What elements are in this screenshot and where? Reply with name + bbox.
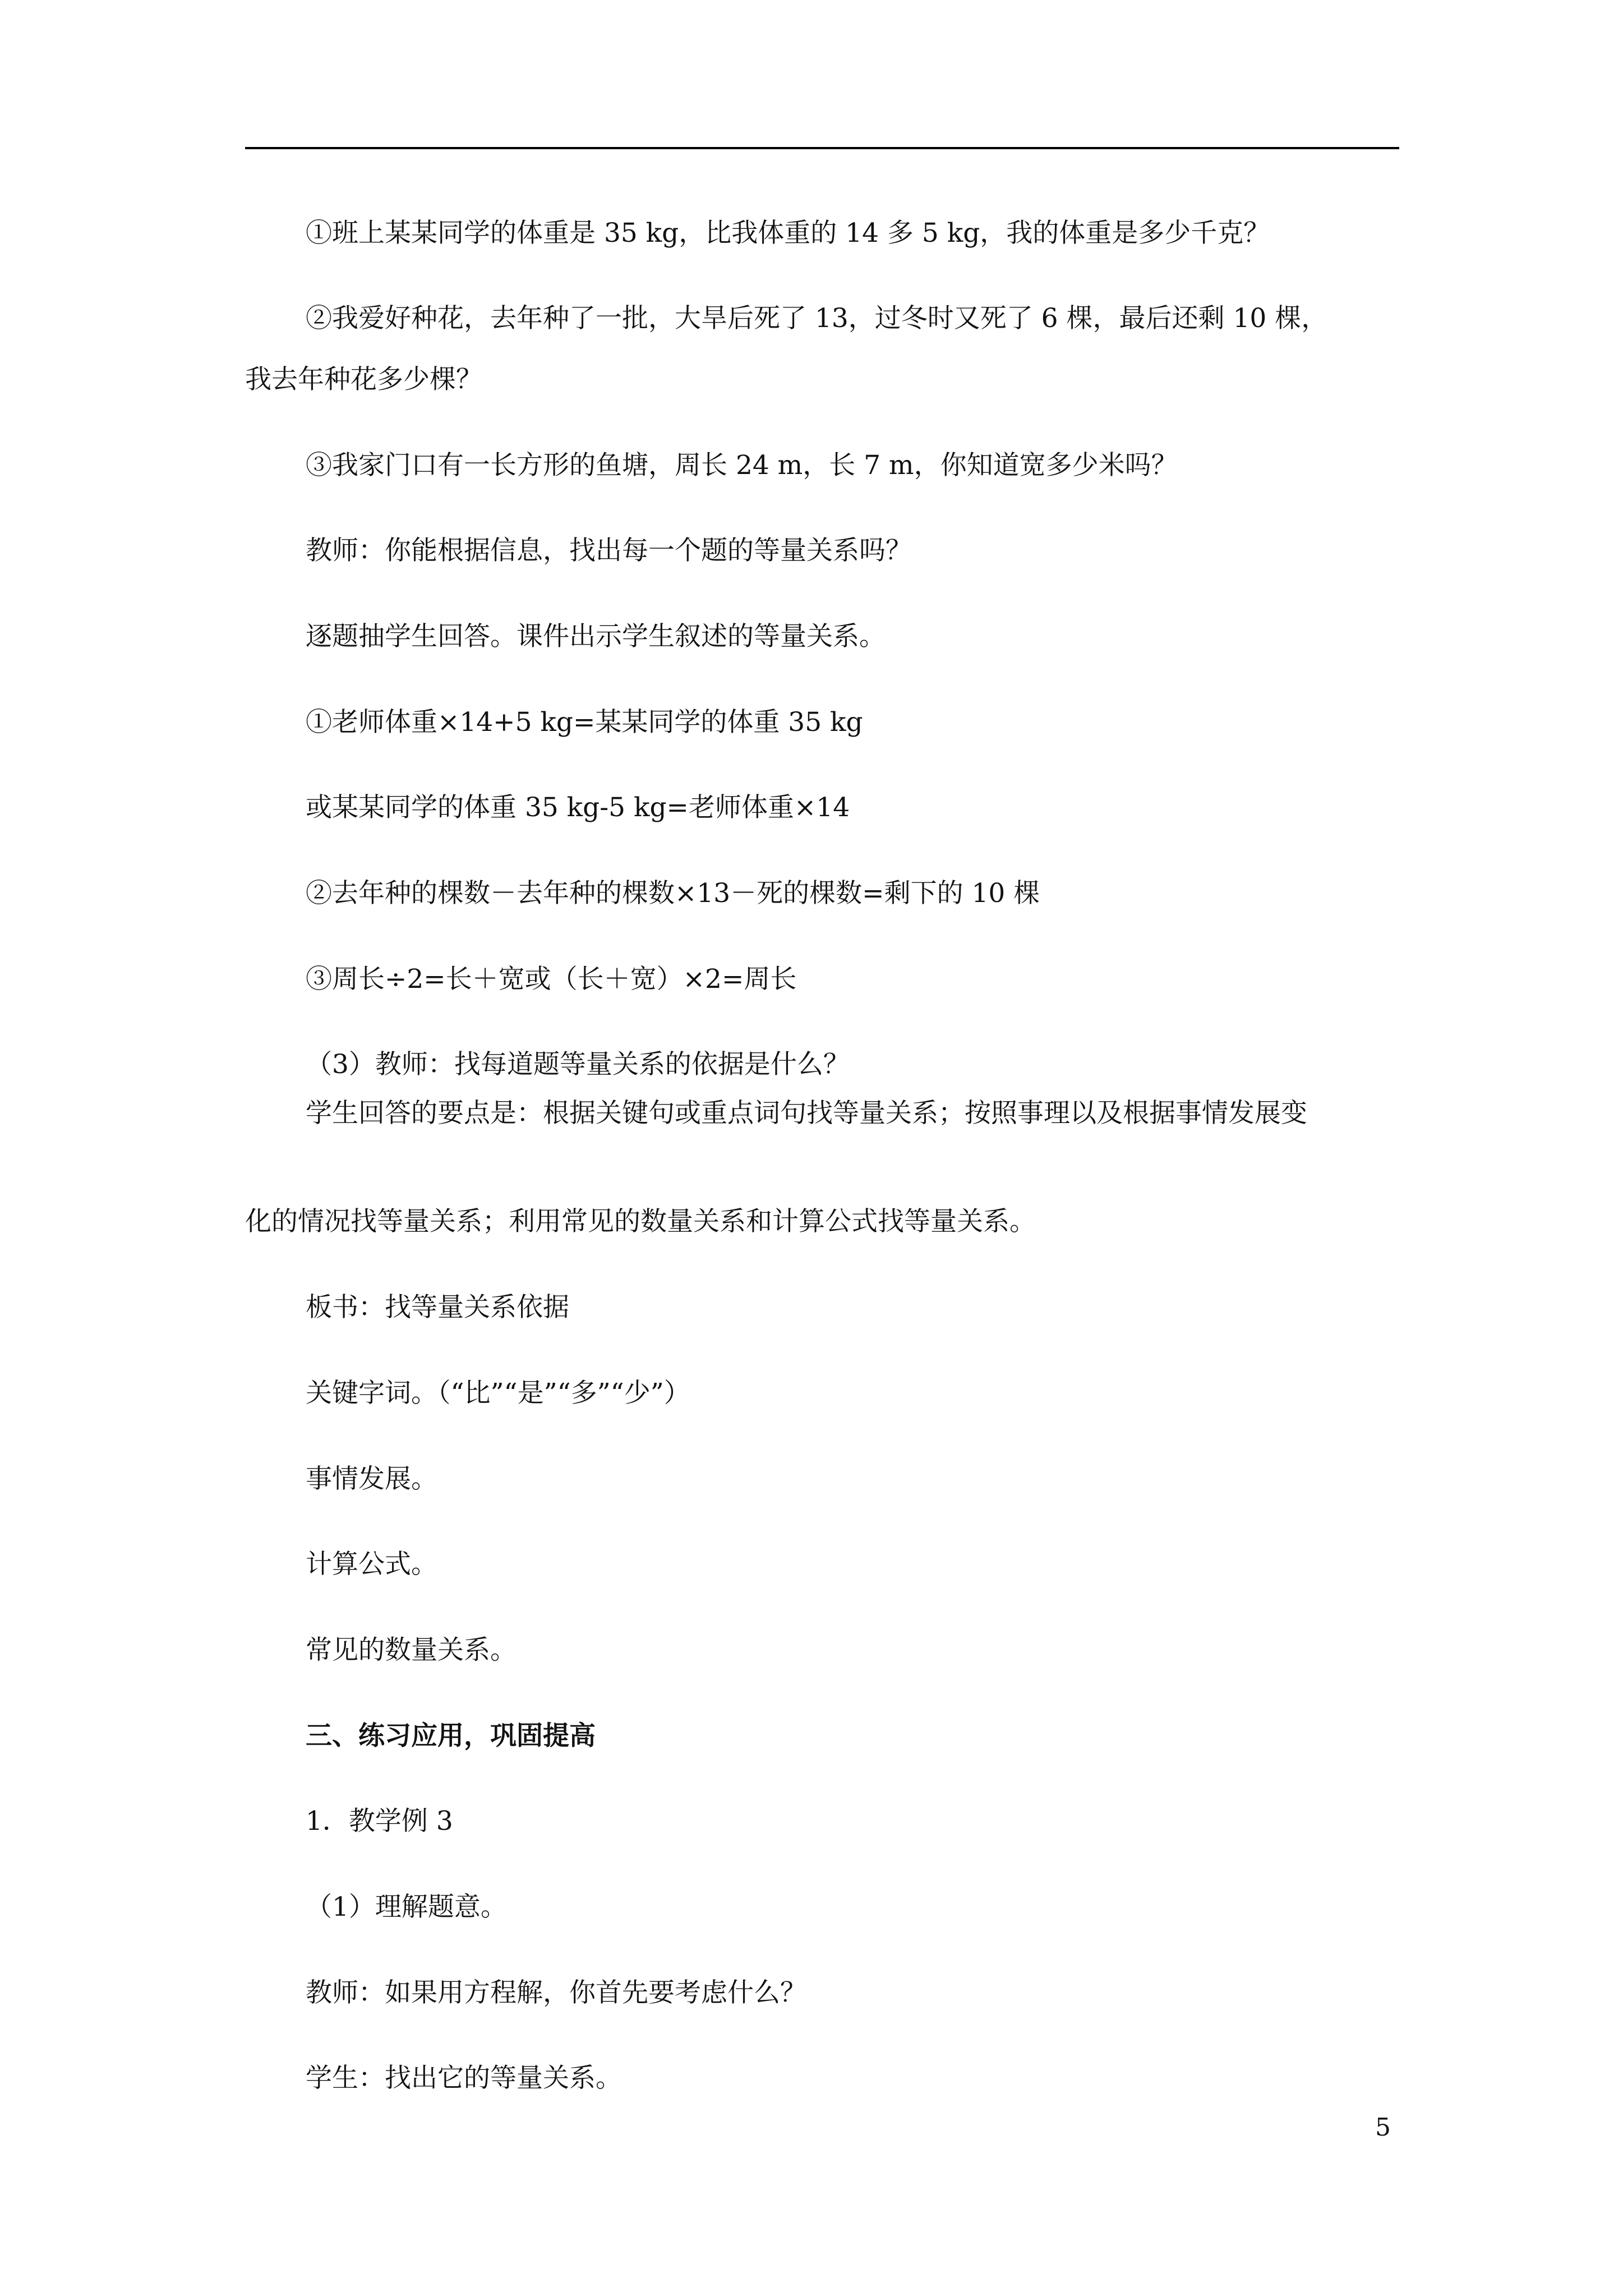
page-number: 5	[1375, 2113, 1391, 2142]
text-line: 常见的数量关系。	[306, 1635, 517, 1665]
text-line: （3）教师：找每道题等量关系的依据是什么？	[306, 1049, 850, 1080]
header-rule	[245, 147, 1399, 149]
text-line: 或某某同学的体重 35 kg-5 kg=老师体重×14	[306, 792, 850, 823]
text-line: 板书：找等量关系依据	[306, 1292, 569, 1323]
text-line: 教师：如果用方程解，你首先要考虑什么？	[306, 1977, 806, 2008]
text-line: 化的情况找等量关系；利用常见的数量关系和计算公式找等量关系。	[245, 1206, 1036, 1237]
text-line: ②去年种的棵数－去年种的棵数×13－死的棵数=剩下的 10 棵	[306, 878, 1040, 909]
text-line: 学生回答的要点是：根据关键句或重点词句找等量关系；按照事理以及根据事情发展变	[306, 1098, 1307, 1129]
text-line: ③周长÷2=长＋宽或（长＋宽）×2=周长	[306, 964, 797, 995]
text-line: （1）理解题意。	[306, 1892, 507, 1922]
text-line: ①老师体重×14+5 kg=某某同学的体重 35 kg	[306, 707, 863, 738]
text-line: 关键字词。（“比”“是”“多”“少”）	[306, 1378, 690, 1409]
text-line: 逐题抽学生回答。课件出示学生叙述的等量关系。	[306, 621, 886, 652]
text-line: 计算公式。	[306, 1549, 437, 1580]
text-line: ①班上某某同学的体重是 35 kg，比我体重的 14 多 5 kg，我的体重是多少千克？	[306, 218, 1270, 249]
text-line: ③我家门口有一长方形的鱼塘，周长 24 m，长 7 m，你知道宽多少米吗？	[306, 450, 1178, 481]
text-line: 事情发展。	[306, 1464, 437, 1494]
text-line: 1．教学例 3	[306, 1806, 453, 1837]
text-line: 我去年种花多少棵？	[245, 364, 482, 395]
text-line: 学生：找出它的等量关系。	[306, 2063, 622, 2093]
section-heading: 三、练习应用，巩固提高	[306, 1720, 596, 1751]
text-line: ②我爱好种花，去年种了一批，大旱后死了 13，过冬时又死了 6 棵，最后还剩 10 棵，	[306, 303, 1328, 334]
text-line: 教师：你能根据信息，找出每一个题的等量关系吗？	[306, 535, 912, 566]
